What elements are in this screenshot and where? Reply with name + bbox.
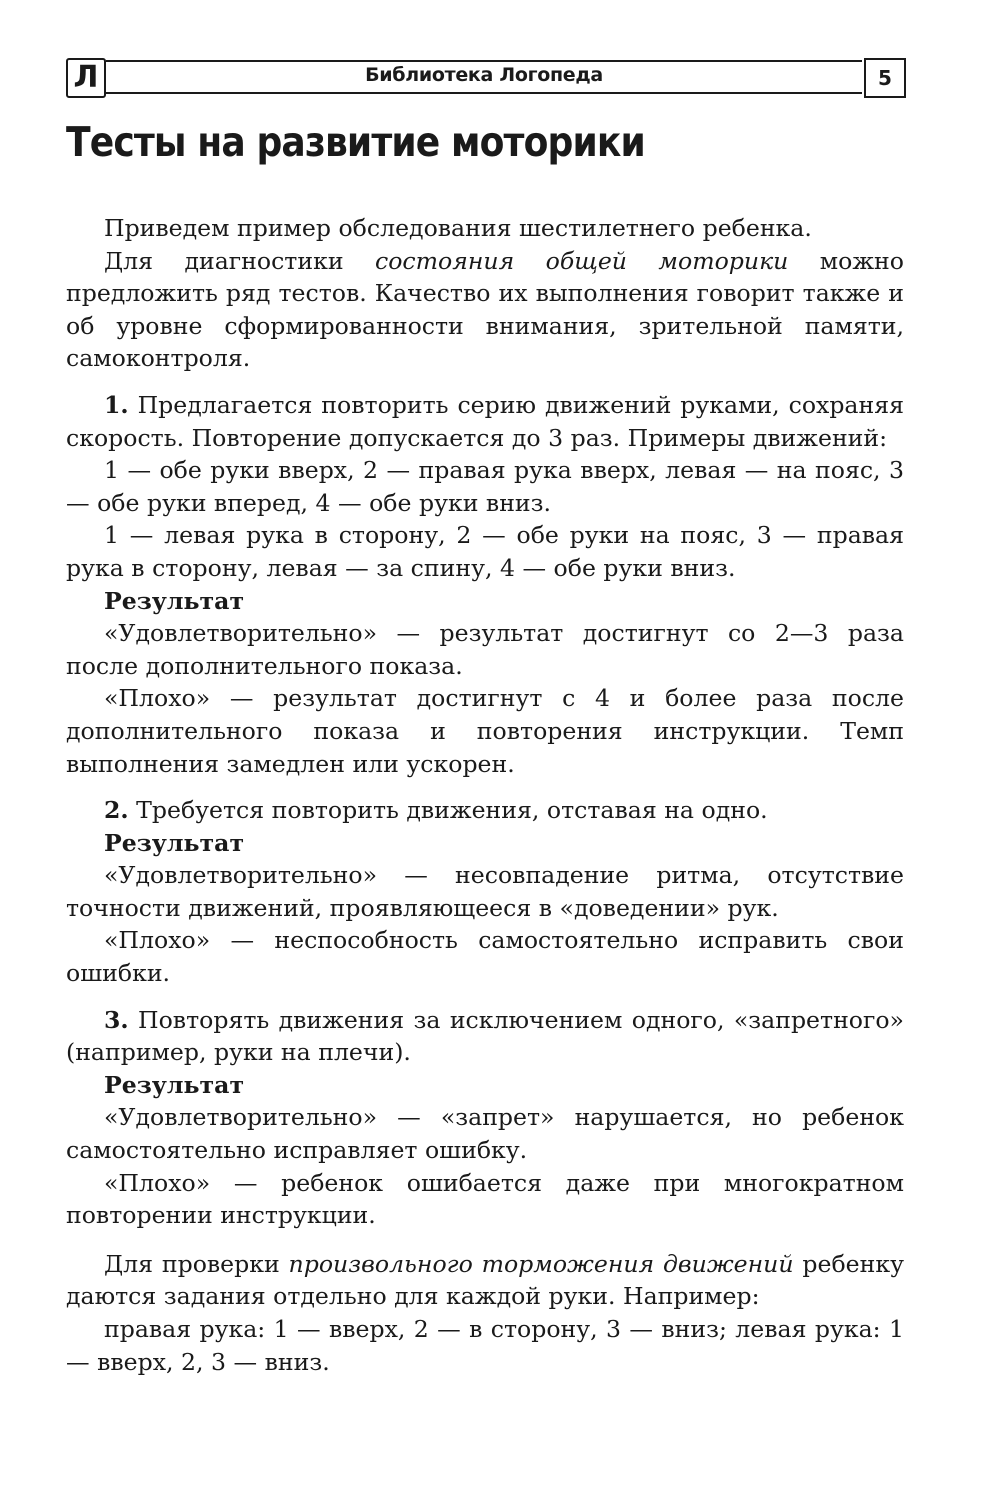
result-label: Результат: [104, 1070, 245, 1099]
example: 1 — левая рука в сторону, 2 — обе руки на пояс, 3 — правая рука в сторону, левая — за спину, 4 — обе руки вниз.: [66, 521, 904, 582]
series-logo: [66, 58, 106, 98]
series-title: Библиотека Логопеда: [365, 64, 603, 86]
page-title: Тесты на развитие моторики: [66, 118, 645, 166]
result-bad: «Плохо» — результат достигнут с 4 и более раза после дополнительного показа и повторения инструкции. Темп выполнения замедлен или ускорен.: [66, 684, 904, 778]
paragraph: Приведем пример обследования шестилетнего ребенка.: [104, 214, 812, 242]
result-good: «Удовлетворительно» — «запрет» нарушается, но ребенок самостоятельно исправляет ошибку.: [66, 1103, 904, 1165]
paragraph: Для проверки произвольного торможения движений ребенку даются задания отдельно для каждой руки. Например:: [66, 1249, 904, 1311]
test-3: 3. Повторять движения за исключением одного, «запретного» (например, руки на плечи).: [66, 1005, 904, 1067]
body-text: [66, 212, 904, 1378]
result-label: Результат: [104, 586, 245, 615]
logo-letter: Л: [73, 60, 99, 95]
page-number-value: 5: [878, 66, 892, 90]
paragraph: Для диагностики состояния общей моторики можно предложить ряд тестов. Качество их выполнения говорит также и об уровне сформированности внимания, зрительной памяти, самоконтроля.: [66, 246, 904, 373]
result-bad: «Плохо» — неспособность самостоятельно исправить свои ошибки.: [66, 926, 904, 988]
example: правая рука: 1 — вверх, 2 — в сторону, 3 — вниз; левая рука: 1 — вверх, 2, 3 — вниз.: [66, 1315, 904, 1376]
result-good: «Удовлетворительно» — несовпадение ритма, отсутствие точности движений, проявляющееся в «доведении» рук.: [66, 861, 904, 922]
test-2: 2. Требуется повторить движения, отставая на одно.: [104, 796, 768, 825]
result-good: «Удовлетворительно» — результат достигнут со 2—3 раза после дополнительного показа.: [66, 619, 904, 680]
page-header: [66, 58, 906, 98]
example: 1 — обе руки вверх, 2 — правая рука вверх, левая — на пояс, 3 — обе руки вперед, 4 — обе руки вниз.: [66, 456, 904, 517]
result-label: Результат: [104, 828, 245, 857]
result-bad: «Плохо» — ребенок ошибается даже при многократном повторении инструкции.: [66, 1168, 904, 1230]
page-number: [864, 58, 906, 98]
test-1: 1. Предлагается повторить серию движений руками, сохраняя скорость. Повторение допускается до 3 раз. Примеры движений:: [66, 390, 904, 452]
